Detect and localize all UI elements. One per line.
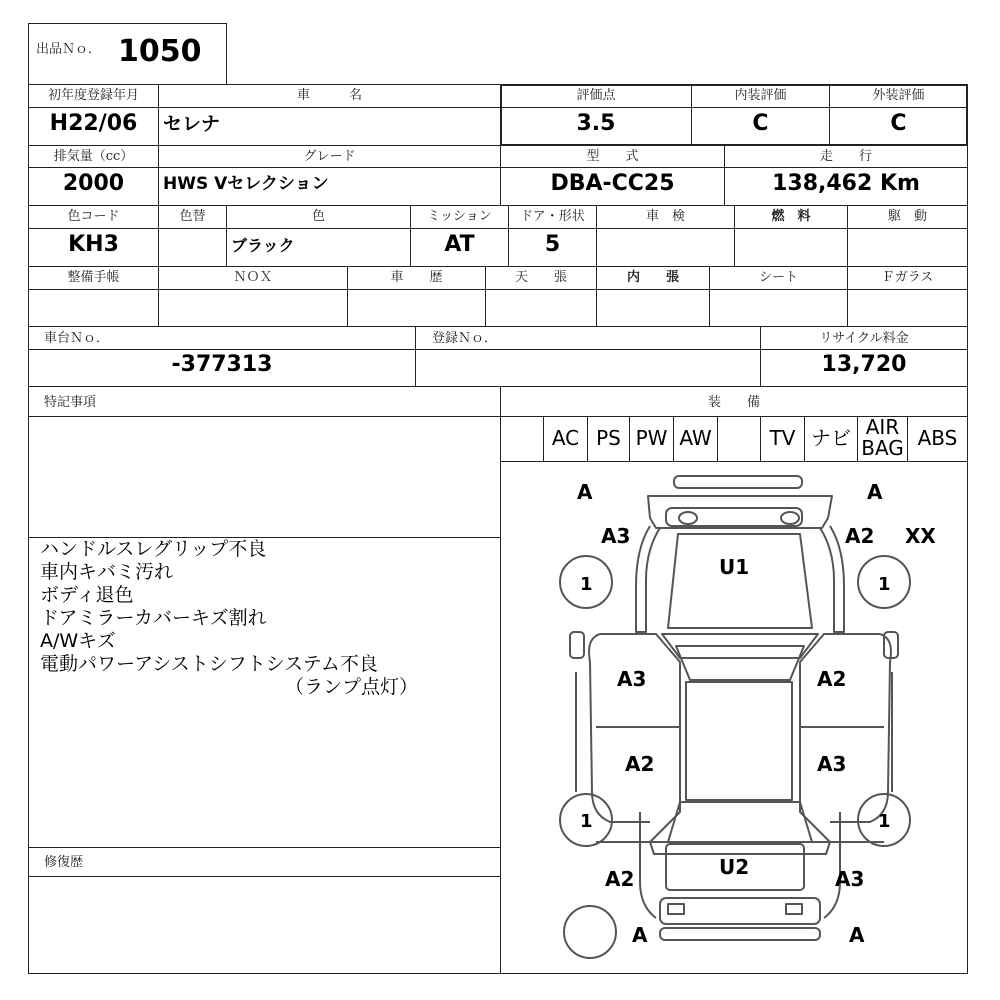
- car-name-value: セレナ: [163, 113, 221, 135]
- color-code-label: 色コード: [67, 209, 120, 224]
- color-code-value: KH3: [68, 232, 119, 257]
- inspection-label: 車 検: [645, 209, 685, 224]
- damage-wheel-front-left: 1: [580, 574, 593, 595]
- note-line: 電動パワーアシストシフトシステム不良: [40, 653, 378, 675]
- equipment-tv: TV: [769, 426, 796, 450]
- grade-label: グレード: [303, 149, 356, 164]
- mission-label: ミッション: [427, 209, 492, 224]
- lot-number: 1050: [118, 34, 202, 69]
- interior-value: C: [752, 111, 769, 136]
- lot-label: 出品Ｎｏ．: [36, 42, 102, 57]
- damage-front-left: A: [577, 480, 593, 504]
- note-line: ハンドルスレグリップ不良: [40, 538, 267, 560]
- front-glass-label: Ｆガラス: [881, 270, 934, 285]
- equipment-label: 装 備: [707, 395, 760, 410]
- car-diagram: [500, 462, 968, 974]
- mileage-label: 走 行: [819, 149, 872, 164]
- note-line: A/Wキズ: [40, 630, 116, 652]
- chassis-value: -377313: [171, 352, 273, 377]
- roof-lining-label: 天 張: [514, 270, 567, 285]
- damage-front-right: A: [867, 480, 883, 504]
- equipment-abs: ABS: [917, 426, 958, 450]
- color-value: ブラック: [231, 236, 295, 255]
- damage-fender-front-right: A2: [845, 524, 875, 548]
- fuel-label: 燃 料: [771, 209, 811, 224]
- repair-history-label: 修復歴: [44, 855, 84, 870]
- door-value: 5: [544, 232, 561, 257]
- note-line: 車内キバミ汚れ: [40, 561, 174, 583]
- damage-rear-left: A: [632, 923, 648, 947]
- maintenance-label: 整備手帳: [67, 270, 120, 285]
- nox-label: ＮＯＸ: [233, 270, 273, 285]
- model-value: DBA-CC25: [550, 171, 675, 196]
- exterior-value: C: [890, 111, 907, 136]
- displacement-value: 2000: [62, 171, 125, 196]
- damage-door-front-left: A3: [617, 667, 647, 691]
- damage-wheel-rear-left: 1: [580, 811, 593, 832]
- recycle-label: リサイクル料金: [819, 331, 909, 346]
- mission-value: AT: [444, 232, 475, 257]
- damage-door-rear-right: A3: [817, 752, 847, 776]
- equipment-navi: ナビ: [811, 426, 851, 450]
- damage-mirror-right: XX: [905, 524, 936, 548]
- inner-lining-label: 内 張: [626, 270, 679, 285]
- interior-label: 内装評価: [734, 88, 787, 103]
- car-history-label: 車 歴: [390, 270, 443, 285]
- damage-wheel-front-right: 1: [878, 574, 891, 595]
- car-name-label: 車 名: [296, 88, 362, 103]
- damage-quarter-rear-right: A3: [835, 867, 865, 891]
- equipment-airbag: AIR BAG: [861, 415, 904, 460]
- damage-quarter-rear-left: A2: [605, 867, 635, 891]
- damage-wheel-rear-right: 1: [878, 811, 891, 832]
- exterior-label: 外装評価: [872, 88, 925, 103]
- damage-fender-front-left: A3: [601, 524, 631, 548]
- note-line: ボディ退色: [40, 584, 134, 606]
- repaint-label: 色替: [179, 209, 206, 224]
- damage-hood: U1: [719, 555, 750, 579]
- damage-door-front-right: A2: [817, 667, 847, 691]
- grade-value: HWS Vセレクション: [163, 174, 329, 194]
- score-value: 3.5: [576, 111, 616, 136]
- door-label: ドア・形状: [520, 209, 585, 224]
- reg-date-value: H22/06: [49, 111, 138, 136]
- recycle-value: 13,720: [821, 352, 907, 377]
- damage-rear-right: A: [849, 923, 865, 947]
- note-line: ドアミラーカバーキズ割れ: [40, 607, 267, 629]
- damage-back-door: U2: [719, 855, 750, 879]
- reg-number-label: 登録Ｎｏ．: [432, 331, 498, 346]
- seat-label: シート: [758, 270, 798, 285]
- drive-label: 駆 動: [887, 209, 927, 224]
- color-label: 色: [311, 209, 325, 224]
- equipment-pw: PW: [635, 426, 668, 450]
- mileage-value: 138,462 Km: [772, 171, 920, 196]
- equipment-ps: PS: [596, 426, 621, 450]
- equipment-ac: AC: [551, 426, 580, 450]
- equipment-aw: AW: [679, 426, 712, 450]
- displacement-label: 排気量（cc）: [53, 149, 134, 164]
- notes-label: 特記事項: [44, 395, 97, 410]
- score-label: 評価点: [576, 88, 616, 103]
- chassis-label: 車台Ｎｏ．: [44, 331, 110, 346]
- model-label: 型 式: [586, 149, 639, 164]
- damage-door-rear-left: A2: [625, 752, 655, 776]
- note-line: （ランプ点灯）: [285, 676, 419, 698]
- reg-date-label: 初年度登録年月: [47, 88, 139, 103]
